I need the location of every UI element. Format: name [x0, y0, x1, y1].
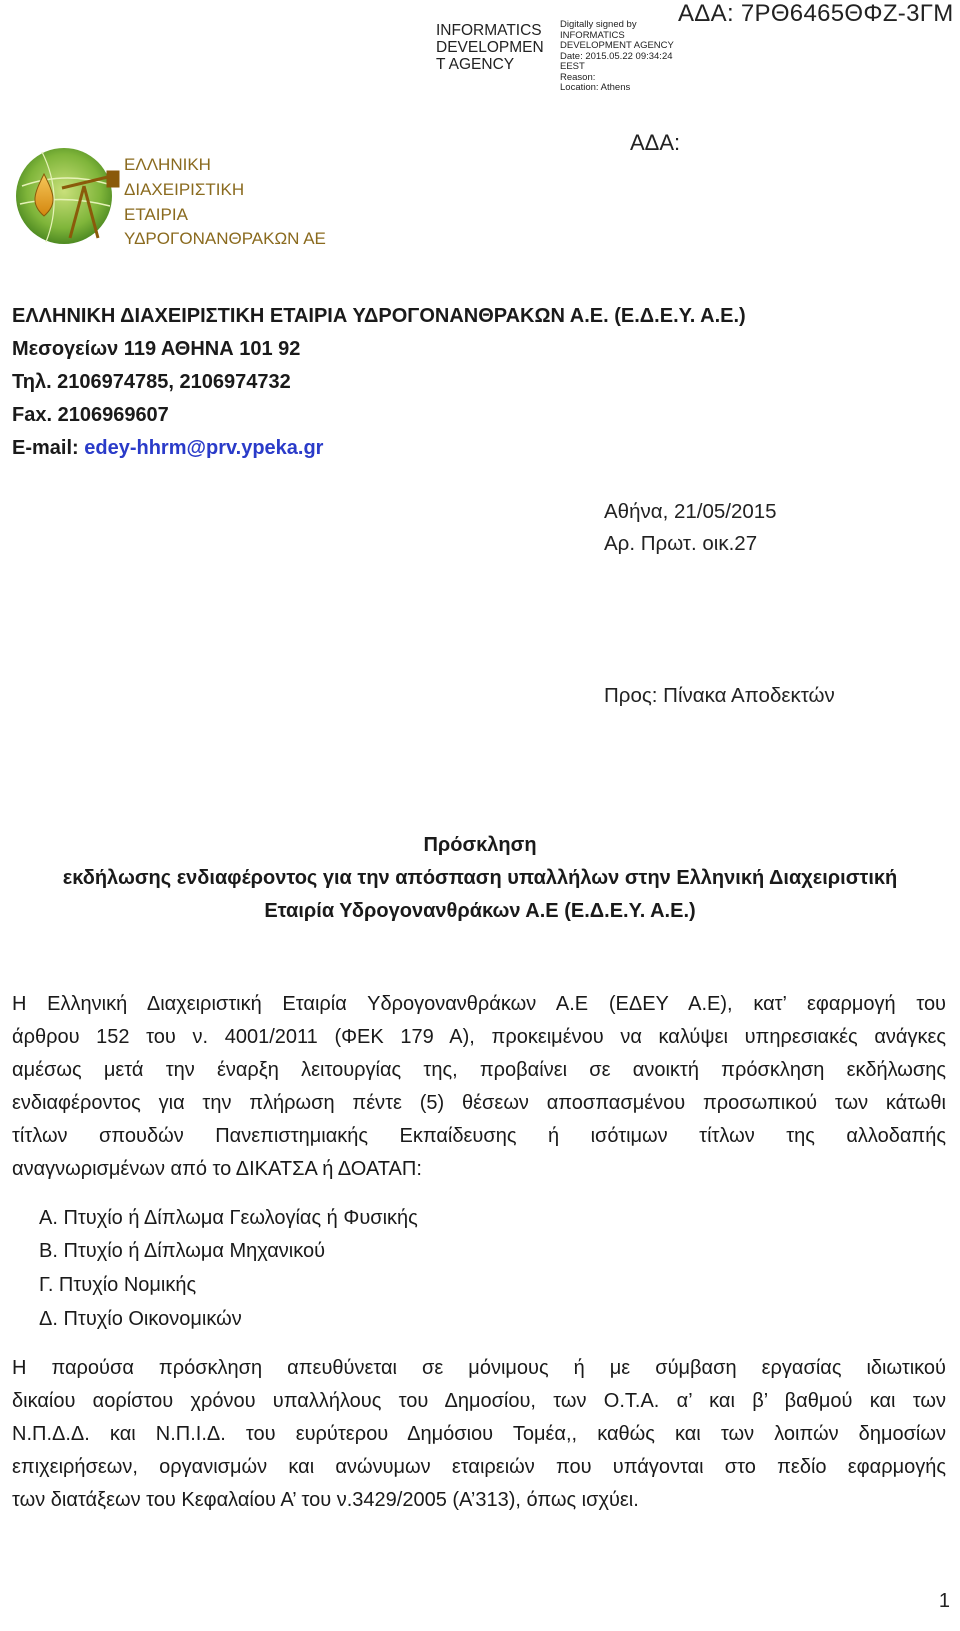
paragraph-line: των διατάξεων του Κεφαλαίου Α’ του ν.3429/2005 (Α’313), όπως ισχύει. — [12, 1489, 639, 1511]
paragraph-line: άρθρου 152 του ν. 4001/2011 (ΦΕΚ 179 Α), προκειμένου να καλύψει υπηρεσιακές ανάγκες — [12, 1026, 946, 1048]
list-item: Β. Πτυχίο ή Δίπλωμα Μηχανικού — [39, 1240, 326, 1262]
signature-org-line: DEVELOPMEN — [436, 39, 544, 56]
paragraph-line: αναγνωρισμένων από το ΔΙΚΑΤΣΑ ή ΔΟΑΤΑΠ: — [12, 1158, 422, 1180]
signature-details — [560, 20, 695, 94]
list-item: Α. Πτυχίο ή Δίπλωμα Γεωλογίας ή Φυσικής — [39, 1207, 418, 1229]
logo-line: ΕΤΑΙΡΙΑ — [124, 205, 188, 224]
sender-address: Μεσογείων 119 ΑΘΗΝΑ 101 92 — [12, 338, 301, 360]
paragraph-line: τίτλων σπουδών Πανεπιστημιακής Εκπαίδευσης ή ισότιμων τίτλων της αλλοδαπής — [12, 1125, 946, 1147]
ada-code: ΑΔΑ: 7ΡΘ6465ΘΦΖ-3ΓΜ — [678, 0, 954, 27]
signature-org-line: T AGENCY — [436, 56, 515, 73]
sender-name: ΕΛΛΗΝΙΚΗ ΔΙΑΧΕΙΡΙΣΤΙΚΗ ΕΤΑΙΡΙΑ ΥΔΡΟΓΟΝΑΝΘΡΑΚΩΝ Α.Ε. (Ε.Δ.Ε.Υ. Α.Ε.) — [12, 305, 746, 327]
page-number: 1 — [938, 1590, 950, 1612]
protocol-number: Αρ. Πρωτ. οικ.27 — [604, 532, 758, 555]
sender-email-label: E-mail: — [12, 437, 85, 459]
paragraph-line: δικαίου αορίστου χρόνου υπαλλήλους του Δημοσίου, των Ο.Τ.Α. α’ και β’ βαθμού και των — [12, 1390, 946, 1412]
signature-detail-line: EEST — [560, 61, 585, 72]
signature-detail-line: Reason: — [560, 71, 596, 83]
paragraph-line: Η παρούσα πρόσκληση απευθύνεται σε μόνιμους ή με σύμβαση εργασίας ιδιωτικού — [12, 1357, 946, 1379]
signature-detail-line: DEVELOPMENT AGENCY — [560, 40, 674, 51]
signature-detail-line: Date: 2015.05.22 09:34:24 — [560, 50, 673, 62]
signature-detail-line: Digitally signed by — [560, 19, 637, 30]
title-subheading: εκδήλωσης ενδιαφέροντος για την απόσπαση υπαλλήλων στην Ελληνική Διαχειριστική — [62, 867, 898, 889]
signature-detail-line: INFORMATICS — [560, 29, 625, 41]
sender-email-row — [12, 437, 323, 460]
sender-phone: Τηλ. 2106974785, 2106974732 — [12, 371, 291, 393]
paragraph-line: ενδιαφέροντος για την πλήρωση πέντε (5) θέσεων αποσπασμένου προσωπικού των κάτωθι — [12, 1092, 946, 1114]
recipient: Προς: Πίνακα Αποδεκτών — [604, 684, 835, 707]
paragraph-line: επιχειρήσεων, οργανισμών και ανώνυμων εταιρειών που υπάγονται στο πεδίο εφαρμογής — [12, 1456, 946, 1478]
logo-line: ΔΙΑΧΕΙΡΙΣΤΙΚΗ — [124, 180, 245, 199]
body-paragraph — [12, 1352, 946, 1517]
body-paragraph — [12, 988, 946, 1186]
list-item: Δ. Πτυχίο Οικονομικών — [39, 1308, 242, 1330]
sender-fax: Fax. 2106969607 — [12, 404, 169, 426]
sender-email-link[interactable]: edey-hhrm@prv.ypeka.gr — [84, 437, 324, 459]
document-date: Αθήνα, 21/05/2015 — [604, 500, 777, 523]
logo-line: ΕΛΛΗΝΙΚΗ — [124, 155, 211, 174]
title-subheading: Εταιρία Υδρογονανθράκων Α.Ε (Ε.Δ.Ε.Υ. Α.Ε.) — [264, 900, 696, 922]
signature-org-line: INFORMATICS — [436, 22, 542, 39]
logo-globe-icon — [16, 148, 112, 244]
paragraph-line: Η Ελληνική Διαχειριστική Εταιρία Υδρογονανθράκων Α.Ε (ΕΔΕΥ Α.Ε), κατ’ εφαρμογή του — [12, 993, 946, 1015]
company-logo — [12, 146, 326, 254]
title-heading: Πρόσκληση — [423, 834, 537, 856]
signature-organization — [436, 22, 556, 73]
ada-label: ΑΔΑ: — [630, 130, 681, 155]
paragraph-line: Ν.Π.Δ.Δ. και Ν.Π.Ι.Δ. του ευρύτερου Δημόσιου Τομέα,, καθώς και των λοιπών δημοσίων — [12, 1423, 946, 1445]
list-item: Γ. Πτυχίο Νομικής — [39, 1274, 197, 1296]
signature-detail-line: Location: Athens — [560, 82, 631, 93]
paragraph-line: αμέσως μετά την έναρξη λειτουργίας της, προβαίνει σε ανοικτή πρόσκληση εκδήλωσης — [12, 1059, 946, 1081]
logo-line: ΥΔΡΟΓΟΝΑΝΘΡΑΚΩΝ ΑΕ — [124, 229, 326, 248]
